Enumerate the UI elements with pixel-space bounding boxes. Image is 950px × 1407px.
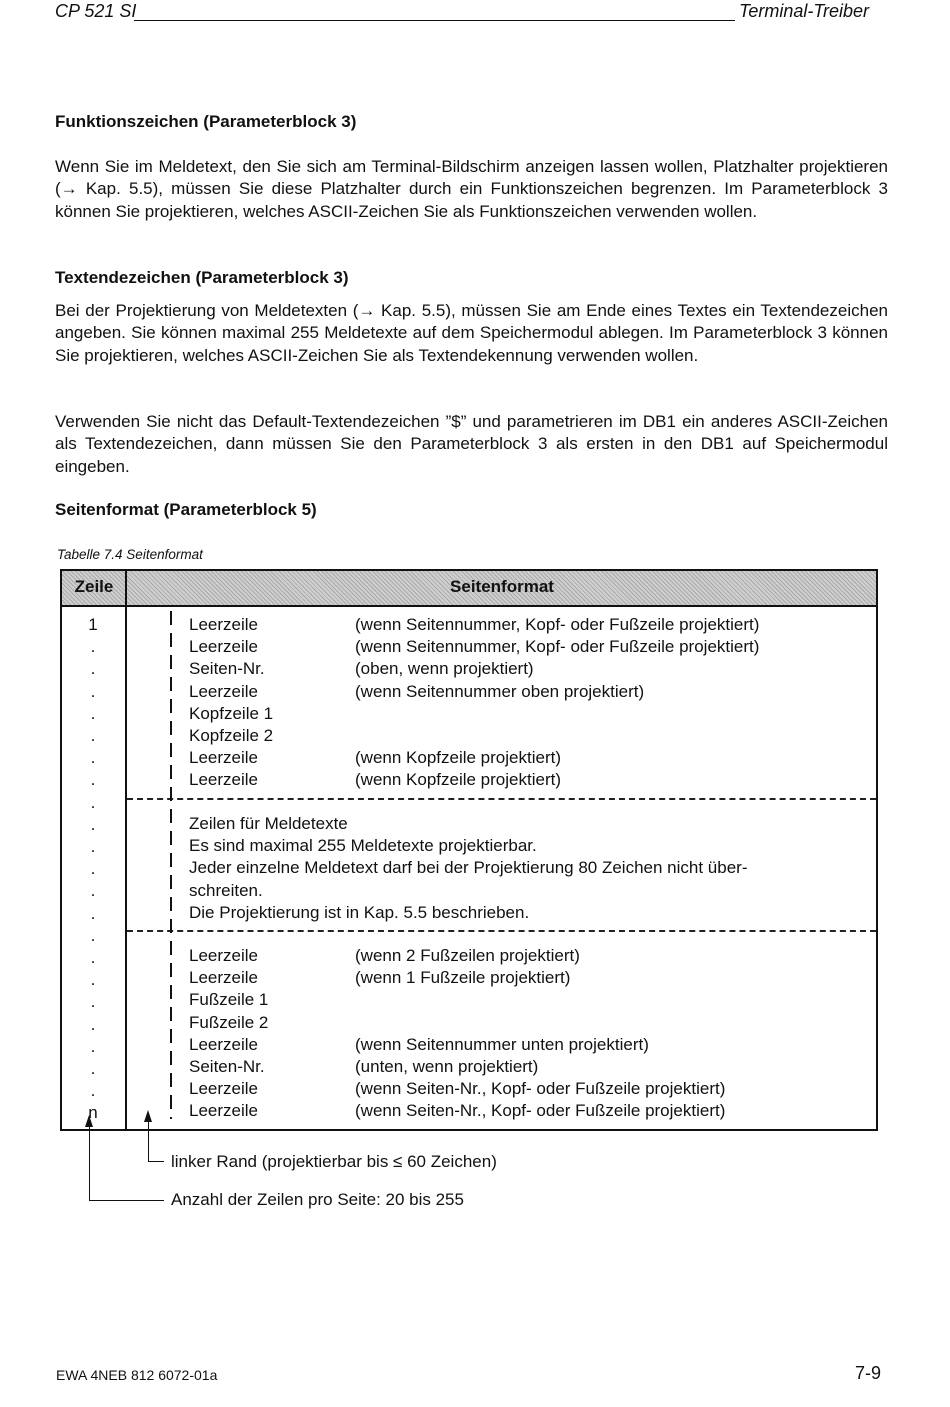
line-condition: (wenn Seiten-Nr., Kopf- oder Fußzeile projektiert) [355,1101,726,1121]
table-row [189,658,759,680]
line-type: Kopfzeile 2 [189,726,274,746]
left-margin-leader-vertical [148,1121,149,1161]
block-separator-1 [127,798,876,800]
row-marker: . [90,1014,96,1034]
rows-per-page-leader-horizontal [89,1200,164,1201]
row-marker: n [88,1103,98,1123]
row-marker: . [90,948,96,968]
table-row [189,1056,725,1078]
row-marker: . [90,1036,96,1056]
section-heading-funktionszeichen: Funktionszeichen (Parameterblock 3) [55,112,357,131]
row-marker: 1 [88,615,98,634]
table-header-zeile: Zeile [74,577,114,596]
row-marker: . [90,637,96,657]
line-condition: (wenn Seitennummer, Kopf- oder Fußzeile projektiert) [355,615,760,634]
line-type: Leerzeile [189,615,258,634]
line-type: Fußzeile 1 [189,990,269,1010]
line-type: Leerzeile [189,1079,258,1099]
table-row [189,945,725,967]
table-row [189,1034,725,1056]
table-row [189,725,759,747]
table-row [189,1078,725,1100]
table-block-footer-lines [189,945,725,1123]
table-caption: Tabelle 7.4 Seitenformat [57,547,203,562]
header-rule [134,20,735,21]
table-row: schreiten. [189,880,263,900]
line-type: Leerzeile [189,1034,258,1054]
line-type: Leerzeile [189,1101,258,1121]
table-row [189,967,725,989]
line-condition: (wenn Seitennummer oben projektiert) [355,681,645,701]
line-type: Leerzeile [189,968,258,988]
table-row: Die Projektierung ist in Kap. 5.5 beschrieben. [189,902,530,922]
table-row [189,769,759,791]
row-marker: . [90,681,96,701]
line-type: Seiten-Nr. [189,659,265,679]
line-condition: (wenn Seiten-Nr., Kopf- oder Fußzeile projektiert) [355,1079,726,1099]
table-row [189,681,759,703]
row-marker: . [90,792,96,812]
rows-per-page-leader-vertical [89,1126,90,1200]
table-row: Es sind maximal 255 Meldetexte projektierbar. [189,836,537,856]
paragraph-textendezeichen: Bei der Projektierung von Meldetexten (→ Kap. 5.5), müssen Sie am Ende eines Textes ein Textendezeichen angeben. Sie können maximal 255 Meldetexte auf dem Speichermodul ablegen. Im Parameterblock 3 können Sie projektieren, welches ASCII-Zeichen Sie als Textendekennung verwenden wollen. [55,301,888,365]
line-condition: (oben, wenn projektiert) [355,659,534,679]
line-condition: (wenn Seitennummer unten projektiert) [355,1034,649,1054]
row-marker: . [90,903,96,923]
left-margin-ticks [170,611,172,1119]
annotation-rows-per-page: Anzahl der Zeilen pro Seite: 20 bis 255 [171,1190,464,1209]
row-marker: . [90,748,96,768]
line-condition: (wenn 1 Fußzeile projektiert) [355,968,571,988]
table-row [189,747,759,769]
table-row [189,703,759,725]
table-row: Zeilen für Meldetexte [189,814,348,833]
line-condition: (wenn Kopfzeile projektiert) [355,748,561,768]
table-row [189,1100,725,1122]
line-type: Leerzeile [189,748,258,768]
section-heading-textendezeichen: Textendezeichen (Parameterblock 3) [55,268,349,287]
row-marker: . [90,925,96,945]
line-type: Fußzeile 2 [189,1012,269,1032]
row-marker: . [90,659,96,679]
running-header-left: CP 521 SI [55,1,137,21]
line-type: Leerzeile [189,770,258,790]
table-header-seitenformat: Seitenformat [450,577,554,596]
line-type: Leerzeile [189,637,258,657]
row-marker: . [90,1081,96,1101]
table-row [189,614,759,636]
row-marker: . [90,1059,96,1079]
line-condition: (wenn 2 Fußzeilen projektiert) [355,946,580,965]
row-marker: . [90,703,96,723]
table-row: Jeder einzelne Meldetext darf bei der Projektierung 80 Zeichen nicht über- [189,858,748,878]
left-margin-leader-horizontal [148,1161,164,1162]
line-type: Seiten-Nr. [189,1057,265,1077]
row-marker: . [90,992,96,1012]
table-column-divider [125,571,127,1129]
line-type: Kopfzeile 1 [189,703,274,723]
table-row [189,1012,725,1034]
footer-page-number: 7-9 [855,1363,882,1383]
line-type: Leerzeile [189,681,258,701]
table-row [189,636,759,658]
table-row [189,989,725,1011]
row-marker: . [90,770,96,790]
block-separator-2 [127,930,876,932]
row-marker: . [90,814,96,834]
table-block-header-lines [189,614,759,792]
row-markers [78,614,108,1125]
paragraph-funktionszeichen: Wenn Sie im Meldetext, den Sie sich am Terminal-Bildschirm anzeigen lassen wollen, Platzhalter projektieren (→ Kap. 5.5), müssen Sie diese Platzhalter durch ein Funktionszeichen begrenzen. Im Parameterblock 3 können Sie projektieren, welches ASCII-Zeichen Sie als Funktionszeichen verwenden wollen. [55,157,888,221]
line-condition: (unten, wenn projektiert) [355,1057,539,1077]
row-marker: . [90,837,96,857]
running-header-right: Terminal-Treiber [739,1,870,21]
annotation-left-margin: linker Rand (projektierbar bis ≤ 60 Zeichen) [171,1152,497,1171]
table-block-message-lines [189,813,748,924]
line-type: Leerzeile [189,946,258,965]
line-condition: (wenn Kopfzeile projektiert) [355,770,561,790]
row-marker: . [90,726,96,746]
row-marker: . [90,881,96,901]
paragraph-default-textendezeichen: Verwenden Sie nicht das Default-Textendezeichen ”$” und parametrieren im DB1 ein anderes ASCII-Zeichen als Textendezeichen, dann müssen Sie den Parameterblock 3 als ersten in den DB1 auf Speichermodul eingeben. [55,412,888,476]
section-heading-seitenformat: Seitenformat (Parameterblock 5) [55,500,317,519]
line-condition: (wenn Seitennummer, Kopf- oder Fußzeile projektiert) [355,637,760,657]
row-marker: . [90,970,96,990]
row-marker: . [90,859,96,879]
footer-doc-id: EWA 4NEB 812 6072-01a [56,1367,218,1383]
